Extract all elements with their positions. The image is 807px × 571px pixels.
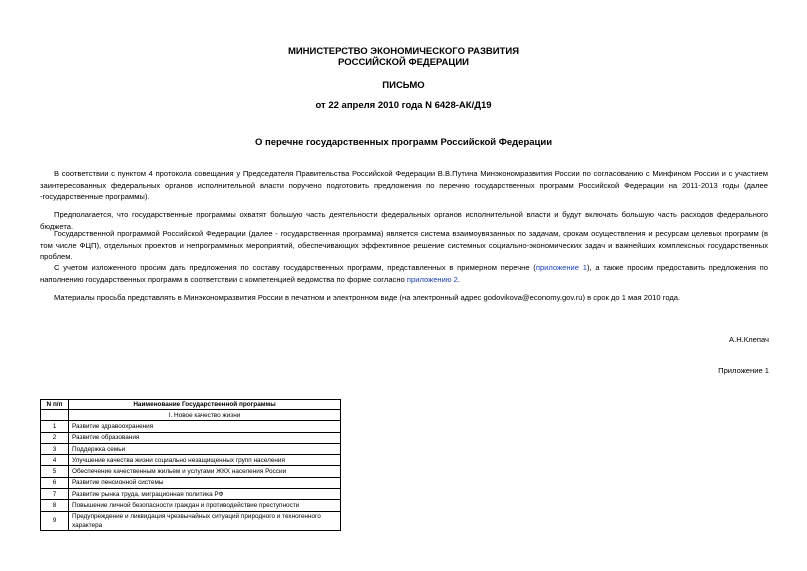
appendix-label: Приложение 1 <box>718 366 769 375</box>
paragraph-5-text: Материалы просьба представлять в Минэкономразвития России в печатном и электронном виде (на электронный адрес godovikova@economy.gov.ru) в срок до 1 мая 2010 года. <box>54 293 681 302</box>
document-type: ПИСЬМО <box>382 80 425 91</box>
col-number-header: N п/п <box>41 400 69 410</box>
row-number: 5 <box>41 466 69 477</box>
program-name: Обеспечение качественным жильем и услугами ЖКХ населения России <box>69 466 341 477</box>
paragraph-4-text-c: . <box>457 274 461 284</box>
program-name: Развитие рынка труда, миграционная политика РФ <box>69 489 341 500</box>
row-number: 2 <box>41 432 69 443</box>
appendix-1-link[interactable]: приложение 1 <box>535 263 587 272</box>
section-title: I. Новое качество жизни <box>69 410 341 421</box>
row-number: 3 <box>41 443 69 454</box>
ministry-title <box>0 46 807 68</box>
paragraph-3-text: Государственной программой Российской Федерации (далее - государственная программа) является система взаимоувязанных по задачам, срокам осуществления и ресурсам целевых программ (в том числе ФЦП), отдельных проектов и непрограммных мероприятий, обеспечивающих эффективное решение системных социально-экономических задач и важнейших комплексных государственных проблем. <box>40 229 768 261</box>
ministry-line-1: МИНИСТЕРСТВО ЭКОНОМИЧЕСКОГО РАЗВИТИЯ <box>287 46 520 57</box>
table-row <box>41 511 341 530</box>
document-subject: О перечне государственных программ Российской Федерации <box>254 137 553 148</box>
program-name: Поддержка семьи <box>69 443 341 454</box>
col-name-header: Наименование Государственной программы <box>69 400 341 410</box>
program-name: Развитие пенсионной системы <box>69 477 341 488</box>
table-row <box>41 455 341 466</box>
table-section-row <box>41 410 341 421</box>
document-date-number: от 22 апреля 2010 года N 6428-АК/Д19 <box>315 100 492 111</box>
program-name: Улучшение качества жизни социально незащищенных групп населения <box>69 455 341 466</box>
appendix-2-link[interactable]: приложению 2 <box>406 274 458 284</box>
program-name: Предупреждение и ликвидация чрезвычайных ситуаций природного и техногенного характера <box>69 511 341 530</box>
paragraph-4-text-a: С учетом изложенного просим дать предложения по составу государственных программ, представленных в примерном перечне ( <box>54 263 536 272</box>
table-row <box>41 477 341 488</box>
paragraph-3 <box>40 228 768 263</box>
program-name: Развитие образования <box>69 432 341 443</box>
paragraph-4-text-b: ), а также просим предоставить предложения по наполнению государственных программ в соответствии с компетенцией ведомства по форме согласно <box>40 263 768 284</box>
table-row <box>41 489 341 500</box>
row-number: 8 <box>41 500 69 511</box>
paragraph-2-text: Предполагается, что государственные программы охватят большую часть деятельности федеральных органов исполнительной власти и будут включать большую часть расходов федерального бюджета. <box>40 210 768 231</box>
programs-table <box>40 399 341 531</box>
table-row <box>41 466 341 477</box>
paragraph-4 <box>40 262 768 285</box>
ministry-line-2: РОССИЙСКОЙ ФЕДЕРАЦИИ <box>337 57 469 68</box>
table-header-row <box>41 400 341 410</box>
row-number: 1 <box>41 421 69 432</box>
row-number: 9 <box>41 511 69 530</box>
table-row <box>41 432 341 443</box>
paragraph-5 <box>40 292 768 304</box>
table-row <box>41 500 341 511</box>
table-row <box>41 421 341 432</box>
paragraph-1 <box>40 168 768 203</box>
section-empty-cell <box>41 410 69 421</box>
paragraph-1-text: В соответствии с пунктом 4 протокола совещания у Председателя Правительства Российской Федерации В.В.Путина Минэкономразвития России по согласованию с Минфином России и с участием заинтересованных федеральных органов исполнительной власти поручено подготовить предложения по перечню государственных программ Российской Федерации на 2011-2013 годы (далее -государственные программы). <box>40 169 768 201</box>
row-number: 4 <box>41 455 69 466</box>
row-number: 7 <box>41 489 69 500</box>
signature: А.Н.Клепач <box>729 335 769 344</box>
program-name: Повышение личной безопасности граждан и противодействие преступности <box>69 500 341 511</box>
program-name: Развитие здравоохранения <box>69 421 341 432</box>
table-row <box>41 443 341 454</box>
row-number: 6 <box>41 477 69 488</box>
